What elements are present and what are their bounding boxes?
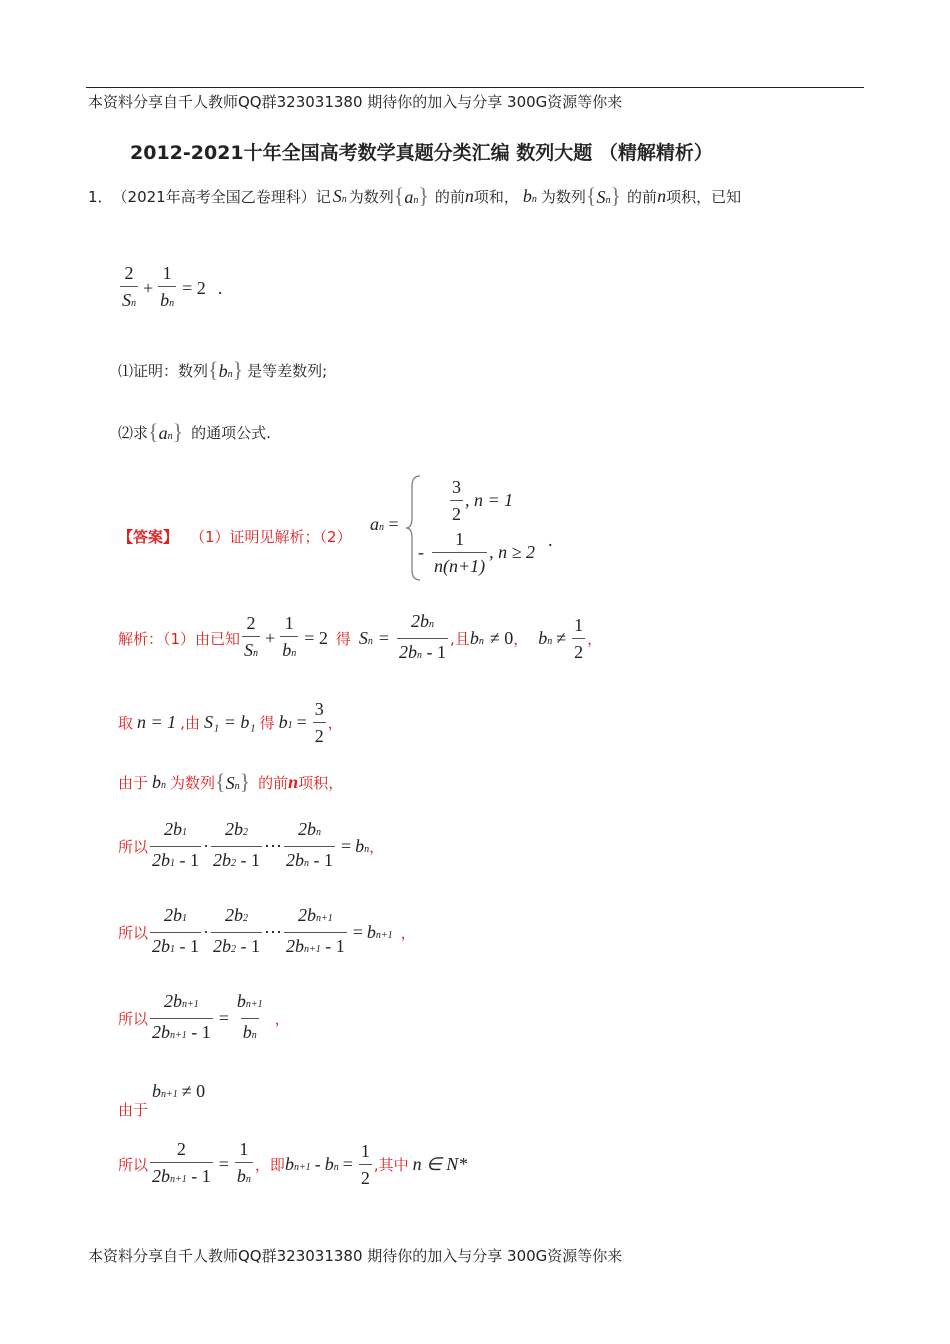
solution-line-7: 由于 bn+1 ≠ 0 bbox=[118, 1081, 206, 1119]
solution-line-1: 解析：（1）由已知 $\frac{2}{Sn}$ + $\frac{1}{bn}$ = 2 得 Sn = $\frac{2bn}{2bn - 1}$ ,且 bn ≠ 0 ， bn ≠ $\frac{1}{2}$ ， bbox=[118, 610, 602, 666]
solution-line-4: 所以 $\frac{2b1}{2b1 - 1}$ · $\frac{2b2}{2b2 - 1}$ ⋯ $\frac{2bn}{2bn - 1}$ = bn ， bbox=[118, 818, 384, 874]
solution-line-6: 所以 $\frac{2bn+1}{2bn+1 - 1}$ = $\frac{bn+1}{bn}$ ， bbox=[118, 990, 290, 1046]
page-footer: 本资料分享自千人教师QQ群323031380 期待你的加入与分享 300G资源等你来 bbox=[88, 1247, 623, 1265]
math-an: an = bbox=[370, 514, 399, 534]
page-header: 本资料分享自千人教师QQ群323031380 期待你的加入与分享 300G资源等你来 bbox=[88, 93, 623, 111]
math-bn-seq: {bn} bbox=[208, 357, 244, 382]
problem-statement bbox=[88, 176, 741, 216]
piecewise-case-2: - $\frac{1}{n(n+1)}$ , n ≥ 2 bbox=[418, 529, 536, 576]
problem-number: 1． bbox=[88, 187, 113, 206]
solution-line-3: 由于 bn 为数列 {Sn} 的前 n 项积， bbox=[118, 769, 344, 794]
problem-text: 的前 bbox=[627, 187, 658, 206]
piecewise-case-1: $\frac{3}{2}$ , n = 1 bbox=[452, 477, 514, 524]
question-1: ⑴证明：数列 {bn} 是等差数列; bbox=[118, 357, 328, 382]
answer-text: （1）证明见解析；（2） bbox=[190, 528, 352, 546]
problem-text: 为数列 bbox=[348, 187, 394, 206]
question-2: ⑵求 {an} 的通项公式. bbox=[118, 419, 271, 444]
solution-line-2: 取 n = 1 ,由 S₁ = b₁ 得 b1 = $\frac{3}{2}$ ， bbox=[118, 698, 343, 746]
math-n: n bbox=[464, 185, 474, 206]
answer-label: 【答案】 bbox=[118, 528, 179, 546]
problem-source: （2021年高考全国乙卷理科）记 bbox=[112, 187, 331, 206]
header-rule bbox=[86, 87, 864, 88]
math-an-seq: {an} bbox=[148, 419, 184, 444]
problem-text: 为数列 bbox=[540, 187, 586, 206]
solution-line-8: 所以 $\frac{2}{2bn+1 - 1}$ = $\frac{1}{bn}$ ，即 bn+1 - bn = $\frac{1}{2}$ ,其中 n ∈ N* bbox=[118, 1136, 467, 1192]
solution-line-5: 所以 $\frac{2b1}{2b1 - 1}$ · $\frac{2b2}{2b2 - 1}$ ⋯ $\frac{2bn+1}{2bn+1 - 1}$ = bn+1 ， bbox=[118, 904, 416, 960]
page-title: 2012-2021十年全国高考数学真题分类汇编 数列大题 （精解精析） bbox=[130, 142, 713, 164]
answer-tail: . bbox=[548, 530, 553, 550]
problem-text: 项和， bbox=[473, 187, 519, 206]
problem-text: 的前 bbox=[434, 187, 465, 206]
math-bn: bn bbox=[522, 185, 537, 206]
given-equation: $\frac{2}{Sn}$ + $\frac{1}{bn}$ = 2 . bbox=[118, 262, 222, 315]
math-sn: Sn bbox=[332, 185, 347, 206]
math-n: n bbox=[657, 185, 667, 206]
math-an-seq: {an} bbox=[393, 183, 429, 208]
math-sn-seq: {Sn} bbox=[585, 183, 622, 208]
problem-text: 项积，已知 bbox=[666, 187, 742, 206]
